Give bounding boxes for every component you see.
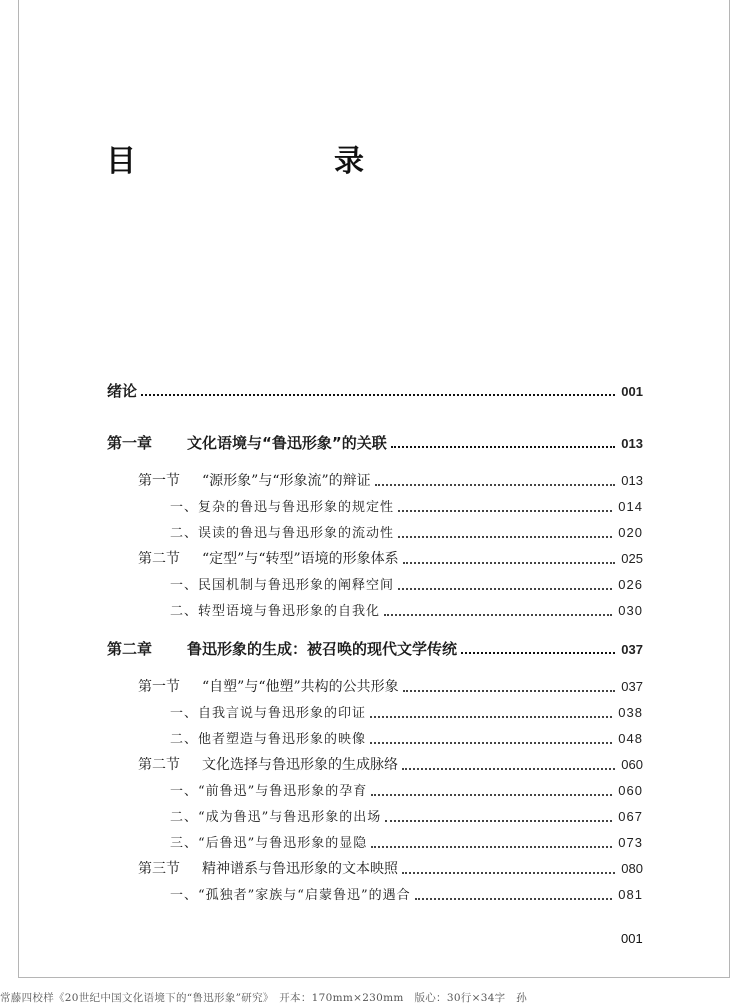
toc-page-number: 067: [618, 809, 643, 824]
toc-subsection[interactable]: [170, 600, 643, 622]
dot-leader: [384, 614, 612, 616]
toc-chapter[interactable]: [107, 380, 643, 402]
toc-page-number: 048: [618, 731, 643, 746]
toc-section[interactable]: [138, 470, 643, 492]
toc-page-number: 037: [621, 679, 643, 694]
toc-entry-title: 一、民国机制与鲁迅形象的阐释空间: [170, 578, 395, 593]
toc-entry-title: 精神谱系与鲁迅形象的文本映照: [202, 861, 398, 877]
toc-entry-label: 第三节: [138, 861, 180, 877]
toc-entry-title: 一、“孤独者”家族与“启蒙鲁迅”的遇合: [170, 888, 411, 903]
toc-section[interactable]: [138, 676, 643, 698]
dot-leader: [398, 510, 612, 512]
page-title: 目 录: [106, 144, 410, 179]
dot-leader: [370, 742, 612, 744]
toc-entry-label: 第一节: [138, 473, 180, 489]
toc-page-number: 014: [618, 499, 643, 514]
toc-entry-title: 文化选择与鲁迅形象的生成脉络: [202, 757, 398, 773]
dot-leader: [398, 588, 612, 590]
toc-page-number: 026: [618, 577, 643, 592]
toc-page-number: 038: [618, 705, 643, 720]
dot-leader: [415, 898, 613, 900]
toc-entry-title: 一、自我言说与鲁迅形象的印证: [170, 706, 367, 721]
dot-leader: [370, 716, 612, 718]
toc-entry-label: 绪论: [107, 382, 138, 400]
toc-entry-title: 二、误读的鲁迅与鲁迅形象的流动性: [170, 526, 395, 541]
toc-entry-title: 三、“后鲁迅”与鲁迅形象的显隐: [170, 836, 368, 851]
toc-entry-title: 二、“成为鲁迅”与鲁迅形象的出场: [170, 810, 382, 825]
toc-entry-title: “自塑”与“他塑”共构的公共形象: [202, 679, 399, 695]
toc-page-number: 030: [618, 603, 643, 618]
toc-page-number: 080: [621, 861, 643, 876]
dot-leader: [402, 768, 615, 770]
dot-leader: [141, 394, 615, 396]
toc-page-number: 001: [621, 384, 643, 399]
page-number: 001: [621, 931, 643, 946]
dot-leader: [403, 690, 616, 692]
dot-leader: [461, 652, 615, 654]
toc-section[interactable]: [138, 754, 643, 776]
toc-subsection[interactable]: [170, 884, 643, 906]
toc-chapter[interactable]: [107, 638, 643, 660]
toc-page-number: 013: [621, 473, 643, 488]
print-proof-footer: 常藤四校样《20世纪中国文化语境下的“鲁迅形象”研究》 开本：170mm×230mm 版心：30行×34字 孙: [0, 992, 528, 1004]
toc-subsection[interactable]: [170, 780, 643, 802]
toc-entry-title: “定型”与“转型”语境的形象体系: [202, 551, 399, 567]
toc-page-number: 020: [618, 525, 643, 540]
toc-entry-label: 第一节: [138, 679, 180, 695]
toc-entry-title: “源形象”与“形象流”的辩证: [202, 473, 371, 489]
toc-entry-title: 二、转型语境与鲁迅形象的自我化: [170, 604, 381, 619]
toc-entry-label: 第二节: [138, 757, 180, 773]
toc-subsection[interactable]: [170, 806, 643, 828]
toc-chapter[interactable]: [107, 432, 643, 454]
toc-page-number: 081: [618, 887, 643, 902]
dot-leader: [385, 820, 612, 822]
toc-page-number: 013: [621, 436, 643, 451]
toc-subsection[interactable]: [170, 728, 643, 750]
toc-subsection[interactable]: [170, 832, 643, 854]
toc-section[interactable]: [138, 858, 643, 880]
toc-page-number: 060: [621, 757, 643, 772]
dot-leader: [371, 846, 612, 848]
dot-leader: [375, 484, 616, 486]
toc-subsection[interactable]: [170, 496, 643, 518]
toc-entry-label: 第二节: [138, 551, 180, 567]
dot-leader: [398, 536, 612, 538]
dot-leader: [402, 872, 615, 874]
toc-entry-title: 一、复杂的鲁迅与鲁迅形象的规定性: [170, 500, 395, 515]
toc-page-number: 025: [621, 551, 643, 566]
toc-entry-title: 二、他者塑造与鲁迅形象的映像: [170, 732, 367, 747]
dot-leader: [391, 446, 616, 448]
toc-section[interactable]: [138, 548, 643, 570]
dot-leader: [403, 562, 616, 564]
toc-entry-title: 鲁迅形象的生成：被召唤的现代文学传统: [187, 640, 458, 658]
toc-subsection[interactable]: [170, 702, 643, 724]
toc-page-number: 060: [618, 783, 643, 798]
dot-leader: [371, 794, 612, 796]
toc-entry-label: 第二章: [107, 640, 153, 658]
toc-page-number: 037: [621, 642, 643, 657]
toc-page-number: 073: [618, 835, 643, 850]
toc-entry-label: 第一章: [107, 434, 153, 452]
toc-subsection[interactable]: [170, 522, 643, 544]
toc-entry-title: 一、“前鲁迅”与鲁迅形象的孕育: [170, 784, 368, 799]
toc-entry-title: 文化语境与“鲁迅形象”的关联: [187, 434, 387, 452]
toc-subsection[interactable]: [170, 574, 643, 596]
